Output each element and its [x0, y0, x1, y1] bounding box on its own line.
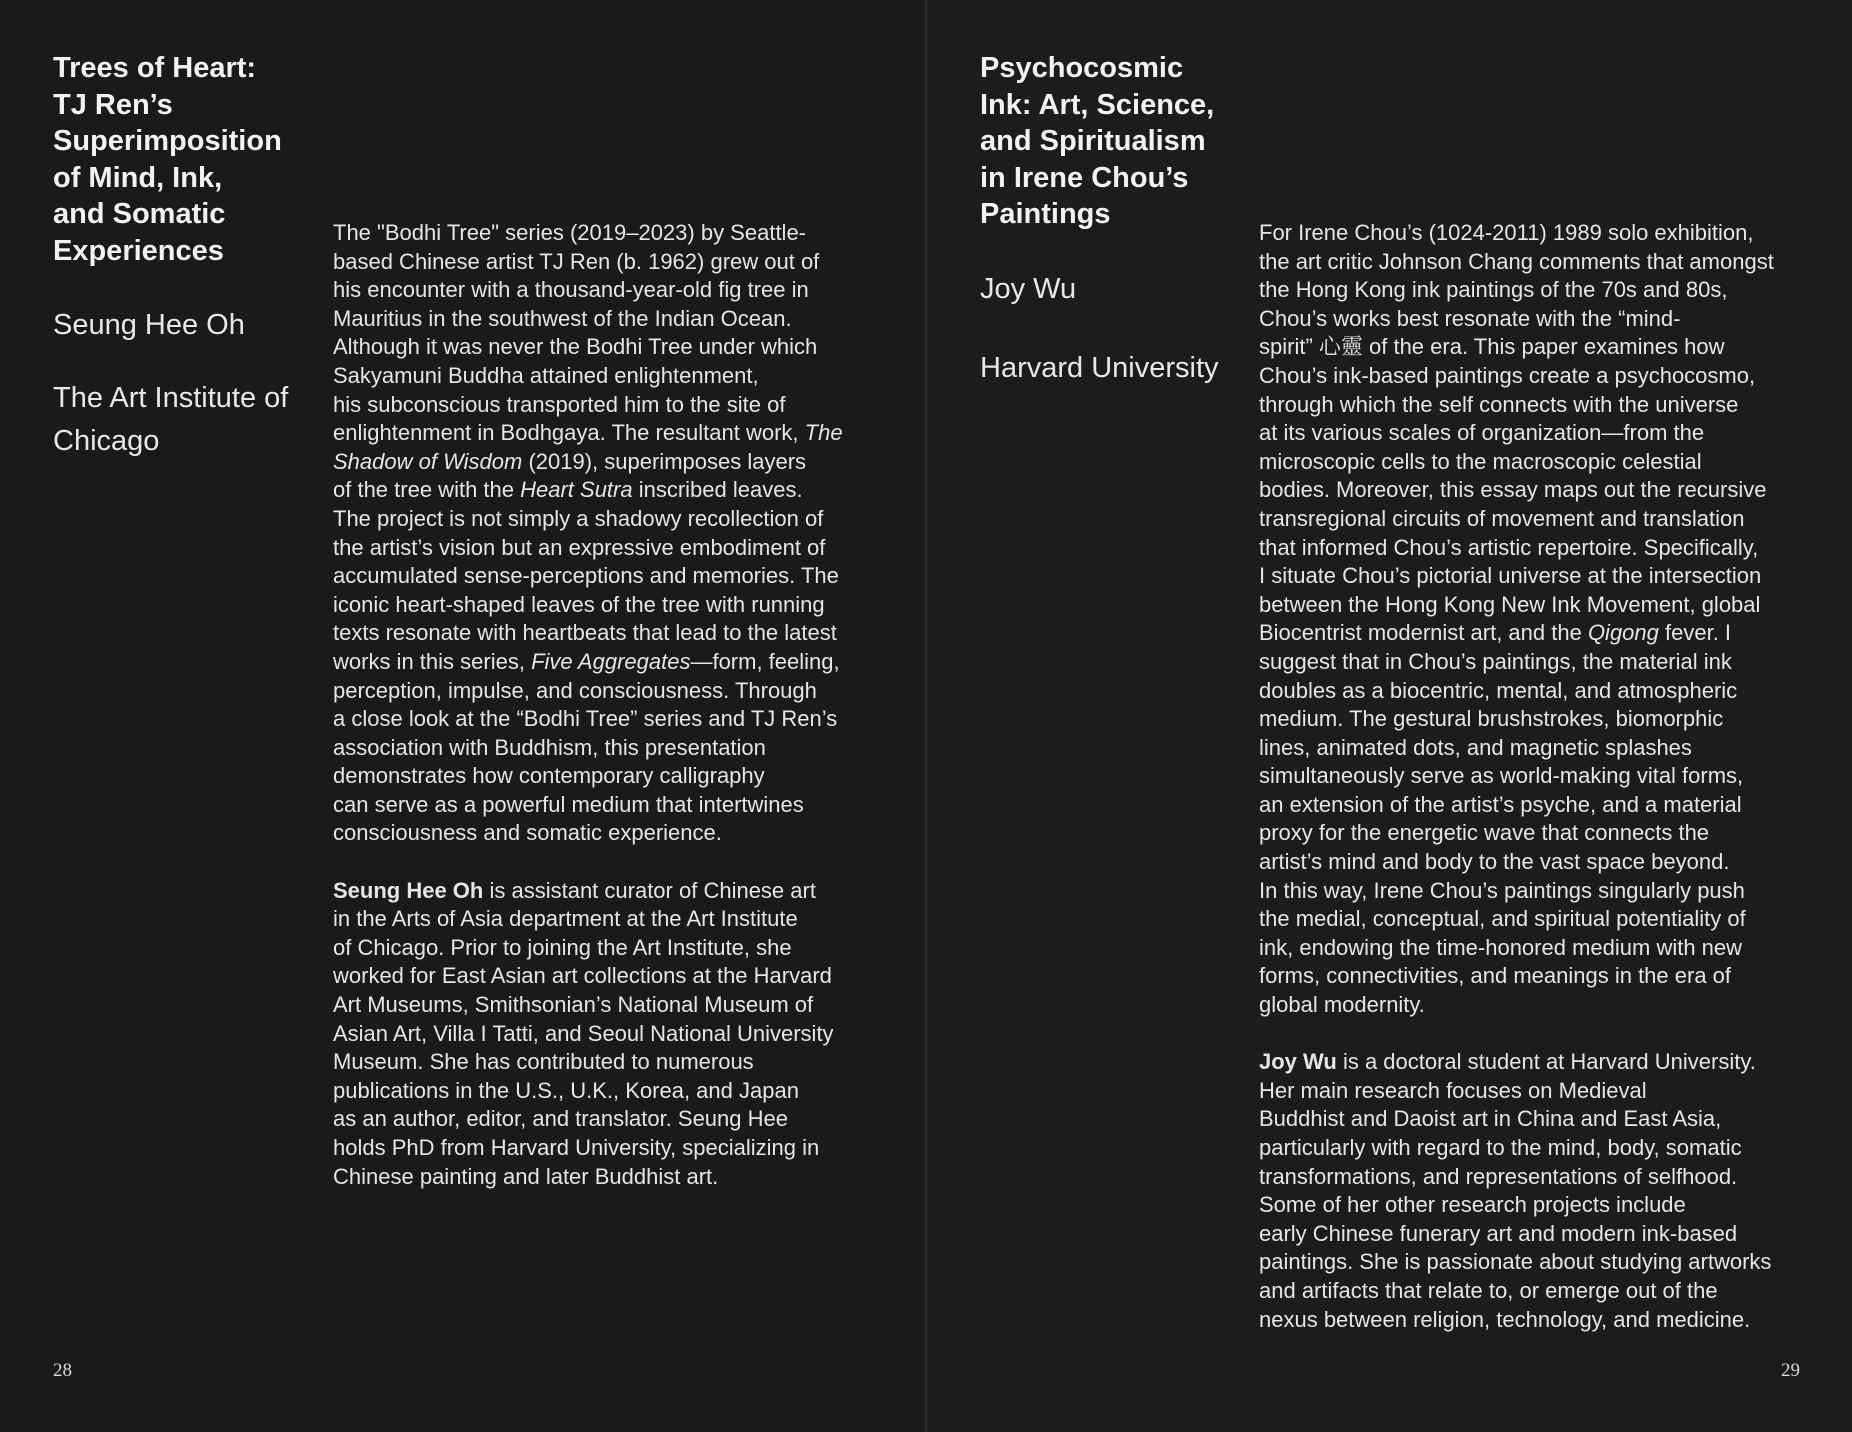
right-author-bio	[1259, 1048, 1774, 1334]
line-text: enlightenment in Bodhgaya. The resultant work,	[333, 420, 805, 446]
right-bio-line	[1259, 1048, 1774, 1077]
line-text: is a doctoral student at Harvard University.	[1336, 1049, 1756, 1075]
left-author-bio	[333, 877, 843, 1192]
right-abstract-line: artist’s mind and body to the vast space beyond.	[1259, 849, 1730, 875]
italic-heart-sutra: Heart Sutra	[520, 477, 633, 503]
right-abstract-line: between the Hong Kong New Ink Movement, global	[1259, 591, 1761, 617]
left-abstract-line: a close look at the “Bodhi Tree” series and TJ Ren’s	[333, 706, 838, 732]
right-abstract-line: Chou’s works best resonate with the “mind-	[1259, 305, 1681, 331]
right-abstract-line: forms, connectivities, and meanings in the era of	[1259, 963, 1732, 989]
right-bio-line: nexus between religion, technology, and medicine.	[1259, 1306, 1751, 1332]
right-article-title: Psychocosmic Ink: Art, Science, and Spiritualism in Irene Chou’s Paintings	[980, 52, 1215, 230]
right-bio-line: Some of her other research projects include	[1259, 1192, 1686, 1218]
right-abstract-line: the medial, conceptual, and spiritual potentiality of	[1259, 906, 1746, 932]
right-bio-line: particularly with regard to the mind, body, somatic	[1259, 1135, 1742, 1160]
right-author-name: Joy Wu	[980, 273, 1077, 305]
left-author-affiliation: The Art Institute of Chicago	[53, 382, 289, 457]
left-bio-line	[333, 877, 843, 906]
left-bio-line: Museum. She has contributed to numerous	[333, 1049, 754, 1075]
right-abstract-line	[1259, 619, 1774, 648]
left-abstract-line: consciousness and somatic experience.	[333, 820, 722, 846]
right-abstract-line: medium. The gestural brushstrokes, biomorphic	[1259, 706, 1724, 732]
right-abstract-line: spirit” 心靈 of the era. This paper examines how	[1259, 334, 1725, 360]
left-author-name: Seung Hee Oh	[53, 309, 245, 341]
left-abstract-line: association with Buddhism, this presentation	[333, 734, 766, 760]
right-abstract	[1259, 219, 1774, 1020]
line-text: Biocentrist modernist art, and the	[1259, 620, 1588, 646]
right-abstract-line: In this way, Irene Chou’s paintings singularly push	[1259, 877, 1745, 903]
right-bio-line: and artifacts that relate to, or emerge out of the	[1259, 1277, 1718, 1303]
left-abstract-line: texts resonate with heartbeats that lead to the latest	[333, 620, 837, 646]
page-number-left: 28	[53, 1360, 72, 1381]
left-abstract-line: demonstrates how contemporary calligraphy	[333, 763, 765, 789]
right-abstract-line: at its various scales of organization—from the	[1259, 420, 1705, 446]
left-abstract-line: accumulated sense-perceptions and memories. The	[333, 563, 839, 589]
left-abstract-line: the artist’s vision but an expressive embodiment of	[333, 534, 826, 560]
left-abstract-line: his subconscious transported him to the site of	[333, 391, 786, 417]
right-body-column	[1259, 219, 1774, 1334]
left-abstract-line: based Chinese artist TJ Ren (b. 1962) grew out of	[333, 248, 820, 274]
line-text: inscribed leaves.	[632, 477, 803, 503]
line-text: —form, feeling,	[690, 648, 840, 674]
page-number-right: 29	[1781, 1360, 1800, 1381]
right-bio-line: Buddhist and Daoist art in China and East Asia,	[1259, 1106, 1722, 1132]
left-abstract-line	[333, 419, 843, 448]
line-text: of the tree with the	[333, 477, 521, 503]
left-bio-line: publications in the U.S., U.K., Korea, and Japan	[333, 1077, 799, 1103]
right-abstract-line: I situate Chou’s pictorial universe at the intersection	[1259, 563, 1762, 589]
line-text: fever. I	[1658, 620, 1732, 646]
bio-author-name: Joy Wu	[1259, 1049, 1337, 1075]
right-abstract-line: For Irene Chou’s (1024-2011) 1989 solo exhibition,	[1259, 220, 1754, 245]
left-bio-line: Art Museums, Smithsonian’s National Museum of	[333, 992, 814, 1018]
left-article-title: Trees of Heart: TJ Ren’s Superimposition of Mind, Ink, and Somatic Experiences	[53, 52, 282, 267]
right-bio-line: Her main research focuses on Medieval	[1259, 1077, 1647, 1103]
left-abstract-line: can serve as a powerful medium that intertwines	[333, 791, 804, 817]
right-page	[927, 0, 1852, 1432]
right-abstract-line: ink, endowing the time-honored medium with new	[1259, 934, 1743, 960]
right-bio-line: paintings. She is passionate about studying artworks	[1259, 1249, 1772, 1275]
right-abstract-line: that informed Chou’s artistic repertoire. Specifically,	[1259, 534, 1759, 560]
right-bio-line: early Chinese funerary art and modern ink-based	[1259, 1220, 1738, 1246]
line-text: is assistant curator of Chinese art	[483, 877, 816, 903]
right-abstract-line: lines, animated dots, and magnetic splashes	[1259, 734, 1692, 760]
left-abstract-line: The "Bodhi Tree" series (2019–2023) by Seattle-	[333, 220, 806, 245]
italic-qigong: Qigong	[1587, 620, 1659, 646]
left-bio-line: worked for East Asian art collections at the Harvard	[333, 963, 832, 989]
italic-five-aggregates: Five Aggregates	[531, 648, 691, 674]
right-abstract-line: Chou’s ink-based paintings create a psychocosmo,	[1259, 362, 1756, 388]
left-abstract-line: perception, impulse, and consciousness. Through	[333, 677, 817, 703]
left-abstract-line: Although it was never the Bodhi Tree under which	[333, 334, 818, 360]
left-abstract-line: The project is not simply a shadowy recollection of	[333, 505, 824, 531]
left-abstract-line: his encounter with a thousand-year-old fig tree in	[333, 277, 809, 303]
left-bio-line: in the Arts of Asia department at the Art Institute	[333, 906, 798, 932]
line-text: works in this series,	[333, 648, 532, 674]
left-abstract-line	[333, 648, 843, 677]
left-abstract-line	[333, 448, 843, 477]
left-bio-line: holds PhD from Harvard University, specializing in	[333, 1135, 820, 1160]
right-abstract-line: simultaneously serve as world-making vital forms,	[1259, 763, 1744, 789]
line-text: (2019), superimposes layers	[522, 448, 807, 474]
left-bio-line: of Chicago. Prior to joining the Art Institute, she	[333, 934, 792, 960]
left-body-column	[333, 219, 843, 1191]
bio-author-name: Seung Hee Oh	[333, 877, 484, 903]
right-abstract-line: microscopic cells to the macroscopic celestial	[1259, 448, 1702, 474]
right-abstract-line: the art critic Johnson Chang comments that amongst	[1259, 248, 1774, 274]
left-bio-line: as an author, editor, and translator. Seung Hee	[333, 1106, 788, 1132]
right-abstract-line: suggest that in Chou’s paintings, the material ink	[1259, 648, 1732, 674]
right-abstract-line: an extension of the artist’s psyche, and a material	[1259, 791, 1742, 817]
right-abstract-line: global modernity.	[1259, 992, 1425, 1018]
right-abstract-line: the Hong Kong ink paintings of the 70s and 80s,	[1259, 277, 1728, 303]
left-abstract-line: Mauritius in the southwest of the Indian Ocean.	[333, 305, 792, 331]
left-bio-line: Asian Art, Villa I Tatti, and Seoul National University	[333, 1020, 834, 1046]
right-author-affiliation: Harvard University	[980, 352, 1219, 384]
left-abstract-line: iconic heart-shaped leaves of the tree with running	[333, 591, 825, 617]
italic-title-fragment: The	[804, 420, 843, 446]
right-abstract-line: bodies. Moreover, this essay maps out the recursive	[1259, 477, 1767, 503]
right-abstract-line: proxy for the energetic wave that connects the	[1259, 820, 1710, 846]
italic-work-title: Shadow of Wisdom	[333, 448, 523, 474]
right-abstract-line: doubles as a biocentric, mental, and atmospheric	[1259, 677, 1738, 703]
left-abstract-line	[333, 476, 843, 505]
right-bio-line: transformations, and representations of selfhood.	[1259, 1163, 1738, 1189]
right-abstract-line: through which the self connects with the universe	[1259, 391, 1739, 417]
right-abstract-line: transregional circuits of movement and translation	[1259, 505, 1745, 531]
left-bio-line: Chinese painting and later Buddhist art.	[333, 1163, 719, 1189]
left-abstract	[333, 219, 843, 848]
left-abstract-line: Sakyamuni Buddha attained enlightenment,	[333, 362, 759, 388]
